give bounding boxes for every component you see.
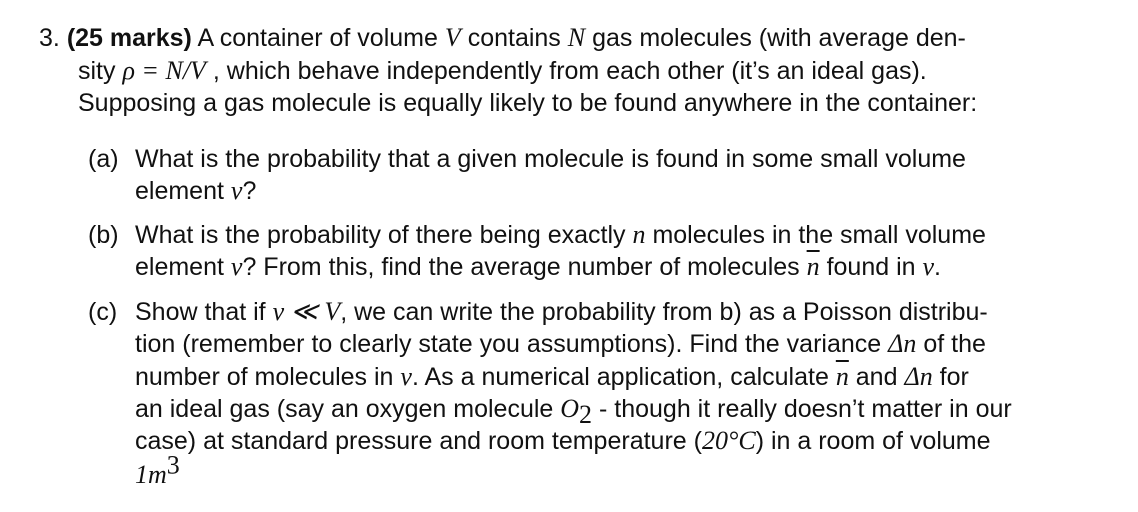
part-a-text: ? [242, 177, 257, 205]
math-density: ρ = N/V [122, 56, 206, 85]
math-subscript: 2 [579, 400, 593, 430]
part-c-text: number of molecules in [135, 363, 394, 391]
part-b-line-2 [135, 251, 941, 283]
math-nbar: $\overline{n}$ [835, 362, 849, 391]
math-superscript: 3 [166, 450, 180, 480]
math-v-ll-V: v ≪ V [272, 297, 341, 326]
part-b-label: (b) [88, 221, 119, 249]
part-b-line-1 [135, 219, 986, 251]
part-b-text: element [135, 253, 224, 281]
part-b-text: What is the probability of there being exactly [135, 221, 626, 249]
part-a-text: What is the probability that a given molecule is found in some small volume [135, 145, 966, 173]
math-O: O [560, 394, 580, 423]
part-c-line-4 [135, 393, 1012, 430]
math-temperature: 20°C [701, 426, 756, 455]
part-c-text: - though it really doesn’t matter in our [599, 395, 1012, 423]
math-1m: 1m [135, 460, 167, 489]
part-c-line-5 [135, 425, 991, 457]
part-c-line-2 [135, 328, 986, 360]
math-delta-n: Δn [888, 329, 917, 358]
part-c-text: . As a numerical application, calculate [411, 363, 829, 391]
part-c-label: (c) [88, 298, 118, 326]
math-v: v [230, 176, 243, 205]
intro-text: , which behave independently from each other (it’s an ideal gas). [212, 57, 927, 85]
math-v: v [400, 362, 412, 391]
part-c-text: for [939, 363, 969, 391]
part-a-line-2 [135, 175, 256, 207]
intro-text: gas molecules (with average den- [592, 24, 966, 52]
math-volume [135, 450, 180, 489]
math-N: N [567, 23, 586, 52]
problem-number: 3. [39, 24, 60, 52]
intro-text: Supposing a gas molecule is equally likely to be found anywhere in the container: [78, 89, 978, 117]
math-nbar: $\overline{n}$ [806, 252, 820, 281]
part-b-text: ? From this, find the average number of molecules [242, 253, 800, 281]
part-c-text: and [855, 363, 898, 391]
math-v: v [922, 252, 935, 281]
intro-text: sity [78, 57, 116, 85]
part-a-line-1 [135, 143, 966, 175]
part-b-text: molecules in the small volume [652, 221, 986, 249]
part-c-text: , we can write the probability from b) as a Poisson distribu- [340, 298, 988, 326]
part-c-text: an ideal gas (say an oxygen molecule [135, 395, 554, 423]
part-c-line-1 [135, 296, 988, 328]
part-a-label: (a) [88, 145, 119, 173]
part-c-text: of the [923, 330, 986, 358]
part-c-text: Show that if [135, 298, 266, 326]
problem-line-3 [78, 87, 977, 119]
part-b-text: . [934, 253, 941, 281]
part-a-text: element [135, 177, 224, 205]
problem-marks: (25 marks) [66, 24, 192, 52]
part-b-text: found in [826, 253, 916, 281]
math-n: n [632, 220, 646, 249]
part-c-text: ) in a room of volume [755, 427, 991, 455]
math-V: V [444, 23, 461, 52]
part-c-line-3 [135, 361, 969, 393]
part-c-text: case) at standard pressure and room temperature ( [135, 427, 702, 455]
intro-text: contains [467, 24, 561, 52]
problem-line-1 [39, 22, 966, 54]
part-c-line-6 [135, 450, 180, 491]
math-v: v [230, 252, 243, 281]
math-delta-n: Δn [904, 362, 933, 391]
part-c-text: tion (remember to clearly state you assumptions). Find the variance [135, 330, 882, 358]
problem-line-2 [78, 55, 927, 87]
intro-text: A container of volume [197, 24, 438, 52]
math-oxygen [560, 394, 593, 430]
